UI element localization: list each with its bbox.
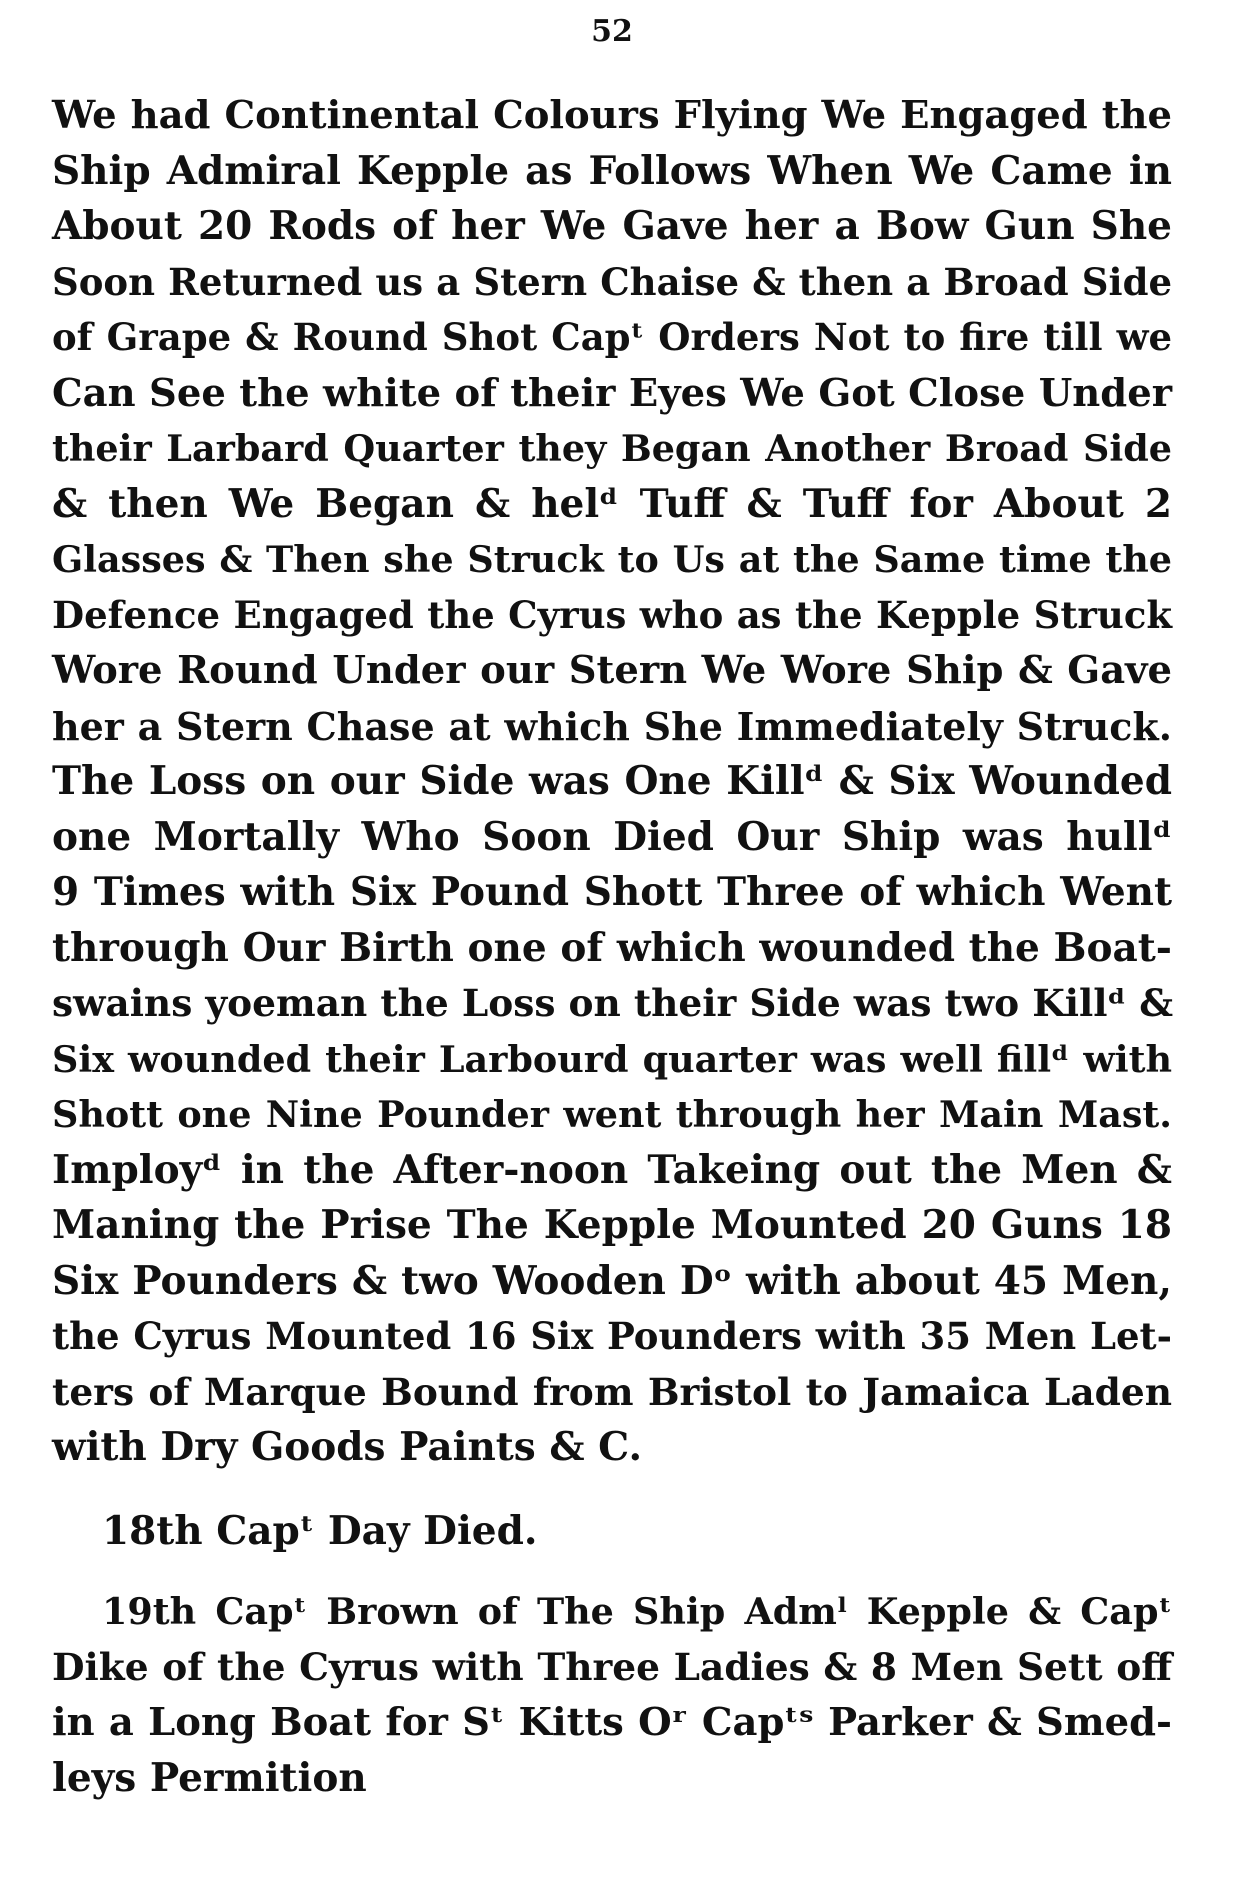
text-line: & then We Began & helᵈ Tuff & Tuff for About 2	[52, 480, 1172, 527]
text-line: Defence Engaged the Cyrus who as the Kepple Struck	[52, 592, 1172, 637]
text-line: Six wounded their Larbourd quarter was well fillᵈ with	[52, 1037, 1172, 1081]
text-line: Glasses & Then she Struck to Us at the Same time the	[52, 538, 1172, 581]
text-line: Dike of the Cyrus with Three Ladies & 8 Men Sett off	[52, 1644, 1172, 1689]
journal-paragraph	[52, 88, 1172, 1476]
text-line: with Dry Goods Paints & C.	[52, 1424, 643, 1470]
text-line: Shott one Nine Pounder went through her Main Mast.	[52, 1093, 1172, 1136]
text-line: Wore Round Under our Stern We Wore Ship & Gave	[52, 648, 1172, 693]
text-line: Imployᵈ in the After-noon Takeing out the Men &	[52, 1146, 1172, 1193]
text-line: About 20 Rods of her We Gave her a Bow Gun She	[52, 203, 1172, 249]
text-line: Ship Admiral Kepple as Follows When We Came in	[52, 147, 1172, 194]
text-line: swains yoeman the Loss on their Side was two Killᵈ &	[52, 981, 1174, 1025]
text-line: in a Long Boat for Sᵗ Kitts Oʳ Capᵗˢ Parker & Smed-	[52, 1700, 1172, 1745]
text-line: one Mortally Who Soon Died Our Ship was hullᵈ	[52, 813, 1172, 860]
text-line: of Grape & Round Shot Capᵗ Orders Not to fire till we	[52, 315, 1172, 359]
text-line: ters of Marque Bound from Bristol to Jamaica Laden	[52, 1369, 1172, 1414]
text-line: through Our Birth one of which wounded the Boat-	[52, 924, 1172, 971]
text-line: 9 Times with Six Pound Shott Three of which Went	[52, 869, 1172, 915]
text-line: leys Permition	[52, 1754, 367, 1801]
text-line: 19th Capᵗ Brown of The Ship Admˡ Kepple & Capᵗ	[102, 1590, 1172, 1633]
text-line: Soon Returned us a Stern Chaise & then a Broad Side	[52, 259, 1172, 304]
document-page	[52, 0, 1172, 1885]
page-number: 52	[591, 14, 633, 49]
text-line: 18th Capᵗ Day Died.	[102, 1508, 538, 1554]
text-line: their Larbard Quarter they Began Another Broad Side	[52, 427, 1172, 470]
text-line: Six Pounders & two Wooden Dᵒ with about 45 Men,	[52, 1257, 1172, 1304]
text-line: We had Continental Colours Flying We Engaged the	[52, 93, 1172, 138]
text-line: The Loss on our Side was One Killᵈ & Six Wounded	[52, 758, 1172, 804]
entry-18th	[102, 1504, 537, 1560]
entry-19th	[52, 1584, 1172, 1806]
text-line: the Cyrus Mounted 16 Six Pounders with 35 Men Let-	[52, 1314, 1172, 1358]
text-line: Can See the white of their Eyes We Got Close Under	[52, 370, 1172, 416]
text-line: Maning the Prise The Kepple Mounted 20 Guns 18	[52, 1202, 1172, 1248]
text-line: her a Stern Chase at which She Immediately Struck.	[52, 703, 1172, 749]
